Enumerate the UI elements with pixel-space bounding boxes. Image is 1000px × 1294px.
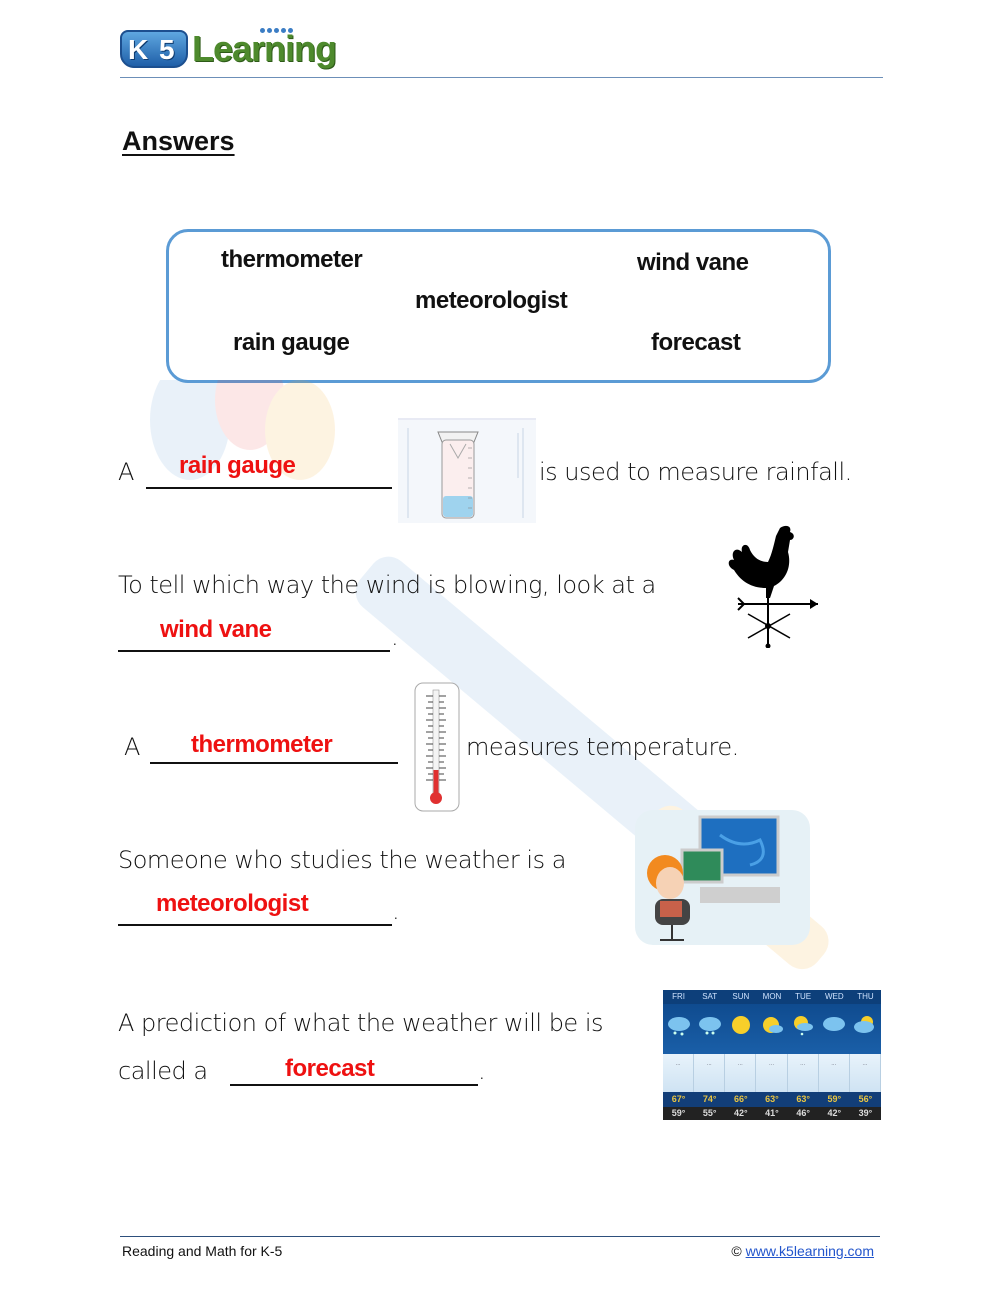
forecast-low: 46° xyxy=(796,1108,810,1118)
q5-blank xyxy=(230,1084,478,1086)
q3-suffix: measures temperature. xyxy=(466,733,739,761)
logo-badge: K 5 xyxy=(120,30,188,68)
forecast-day: SAT xyxy=(702,992,718,1001)
meteorologist-icon xyxy=(630,805,815,950)
word-bank-item: meteorologist xyxy=(415,287,568,314)
cloud-snow-icon xyxy=(667,1014,691,1038)
cloud-snow-icon xyxy=(698,1014,722,1038)
q3-prefix: A xyxy=(124,733,140,761)
weather-vane-icon xyxy=(720,518,830,648)
forecast-lows xyxy=(663,1107,881,1120)
forecast-high: 66° xyxy=(734,1094,748,1104)
q2-suffix: . xyxy=(391,623,399,651)
word-bank-item: rain gauge xyxy=(233,329,350,356)
word-bank-item: thermometer xyxy=(221,246,363,273)
forecast-low: 42° xyxy=(734,1108,748,1118)
forecast-low: 42° xyxy=(827,1108,842,1118)
forecast-high: 56° xyxy=(858,1094,873,1104)
q1-suffix: is used to measure rainfall. xyxy=(539,458,852,486)
partly-cloudy-icon xyxy=(853,1014,877,1038)
q4-text: Someone who studies the weather is a xyxy=(118,846,566,874)
rain-gauge-icon xyxy=(398,418,536,523)
page-title: Answers xyxy=(122,126,235,156)
q2-answer: wind vane xyxy=(160,616,272,643)
header-divider xyxy=(120,77,883,78)
q4-answer: meteorologist xyxy=(156,890,309,917)
forecast-high: 63° xyxy=(796,1094,810,1104)
q5-text: A prediction of what the weather will be is xyxy=(118,1009,603,1037)
footer-divider xyxy=(120,1236,880,1237)
forecast-day: SUN xyxy=(732,992,750,1001)
forecast-high: 74° xyxy=(702,1094,717,1104)
forecast-day: FRI xyxy=(672,992,686,1001)
forecast-day: TUE xyxy=(795,992,812,1001)
word-bank-item: forecast xyxy=(651,329,741,356)
q4-blank xyxy=(118,924,392,926)
forecast-low: 59° xyxy=(671,1108,686,1118)
k5-learning-logo[interactable] xyxy=(120,18,335,76)
forecast-high: 63° xyxy=(765,1094,779,1104)
sun-icon xyxy=(729,1014,753,1038)
q3-blank xyxy=(150,762,398,764)
forecast-day: MON xyxy=(762,992,782,1001)
q1-prefix: A xyxy=(118,458,134,486)
forecast-day: WED xyxy=(824,992,844,1001)
forecast-high: 59° xyxy=(827,1094,842,1104)
forecast-highs xyxy=(663,1092,881,1107)
q1-blank xyxy=(146,487,392,489)
sun-shower-icon xyxy=(791,1014,815,1038)
forecast-day: THU xyxy=(857,992,874,1001)
k5learning-link[interactable]: www.k5learning.com xyxy=(745,1243,874,1259)
q4-suffix: . xyxy=(392,897,400,925)
footer-tagline: Reading and Math for K-5 xyxy=(122,1243,283,1259)
cloud-icon xyxy=(822,1014,846,1038)
q3-answer: thermometer xyxy=(191,731,333,758)
forecast-icon xyxy=(663,990,881,1120)
forecast-days xyxy=(663,990,881,1004)
forecast-low: 39° xyxy=(858,1108,873,1118)
copyright-symbol: © xyxy=(731,1243,742,1259)
word-bank-item: wind vane xyxy=(637,249,749,276)
forecast-low: 41° xyxy=(765,1108,779,1118)
q1-answer: rain gauge xyxy=(179,452,296,479)
q2-blank xyxy=(118,650,390,652)
forecast-high: 67° xyxy=(671,1094,686,1104)
q5-prefix: called a xyxy=(118,1057,208,1085)
partly-sunny-icon xyxy=(760,1014,784,1038)
thermometer-icon xyxy=(414,682,460,812)
q2-text: To tell which way the wind is blowing, look at a xyxy=(118,571,656,599)
q5-answer: forecast xyxy=(285,1055,375,1082)
q5-suffix: . xyxy=(478,1057,486,1085)
forecast-descriptions: ··· ··· ··· ··· ··· ··· ··· xyxy=(663,1054,881,1092)
forecast-low: 55° xyxy=(702,1108,717,1118)
footer-copyright xyxy=(731,1243,874,1259)
forecast-weather-icons xyxy=(663,1004,881,1054)
logo-text: Learning xyxy=(192,28,337,69)
word-bank xyxy=(166,229,831,383)
